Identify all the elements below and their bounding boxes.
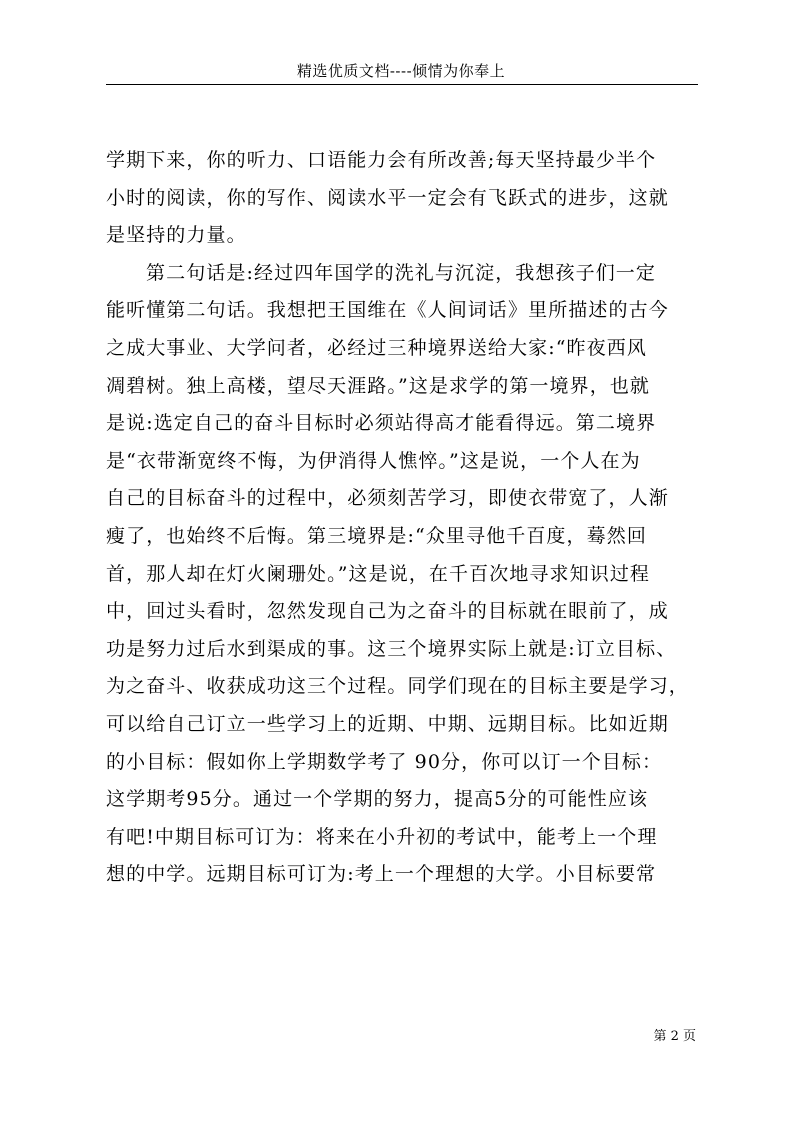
body-line: 能听懂第二句话。我想把王国维在《人间词话》里所描述的古今 xyxy=(106,299,669,322)
body-line: 学期下来，你的听力、口语能力会有所改善;每天坚持最少半个 xyxy=(106,149,657,171)
body-line: 有吧!中期目标可订为：将来在小升初的考试中，能考上一个理 xyxy=(106,825,658,848)
body-line: 想的中学。远期目标可订为:考上一个理想的大学。小目标要常 xyxy=(106,863,657,886)
page-number: 第 2 页 xyxy=(653,1029,696,1044)
body-line: 自己的目标奋斗的过程中，必须刻苦学习，即使衣带宽了，人渐 xyxy=(106,487,669,510)
body-line: 是“衣带渐宽终不悔，为伊消得人憔悴。”这是说，一个人在为 xyxy=(106,449,641,472)
paragraph-start-line: 第二句话是:经过四年国学的洗礼与沉淀，我想孩子们一定 xyxy=(146,261,657,284)
body-line: 瘦了，也始终不后悔。第三境界是:“众里寻他千百度，蓦然回 xyxy=(106,524,647,547)
body-line: 小时的阅读，你的写作、阅读水平一定会有飞跃式的进步，这就 xyxy=(106,186,669,209)
body-line: 功是努力过后水到渠成的事。这三个境界实际上就是:订立目标、 xyxy=(106,637,677,660)
body-line: 可以给自己订立一些学习上的近期、中期、远期目标。比如近期 xyxy=(106,712,669,735)
body-line: 之成大事业、大学问者，必经过三种境界送给大家:“昨夜西风 xyxy=(106,336,647,359)
body-line: 首，那人却在灯火阑珊处。”这是说，在千百次地寻求知识过程 xyxy=(106,562,651,585)
document-body xyxy=(106,142,700,894)
body-line: 是坚持的力量。 xyxy=(106,224,247,247)
page-header: 精选优质文档----倾情为你奉上 xyxy=(296,62,506,80)
body-line: 的小目标：假如你上学期数学考了 90分，你可以订一个目标： xyxy=(106,750,663,773)
body-line: 为之奋斗、收获成功这三个过程。同学们现在的目标主要是学习， xyxy=(106,675,689,698)
body-line: 中，回过头看时，忽然发现自己为之奋斗的目标就在眼前了，成 xyxy=(106,600,669,623)
body-line: 是说:选定自己的奋斗目标时必须站得高才能看得远。第二境界 xyxy=(106,412,657,435)
header-divider xyxy=(106,84,698,85)
body-line: 凋碧树。独上高楼，望尽天涯路。”这是求学的第一境界，也就 xyxy=(106,374,651,397)
body-line: 这学期考95分。通过一个学期的努力，提高5分的可能性应该 xyxy=(106,788,649,811)
